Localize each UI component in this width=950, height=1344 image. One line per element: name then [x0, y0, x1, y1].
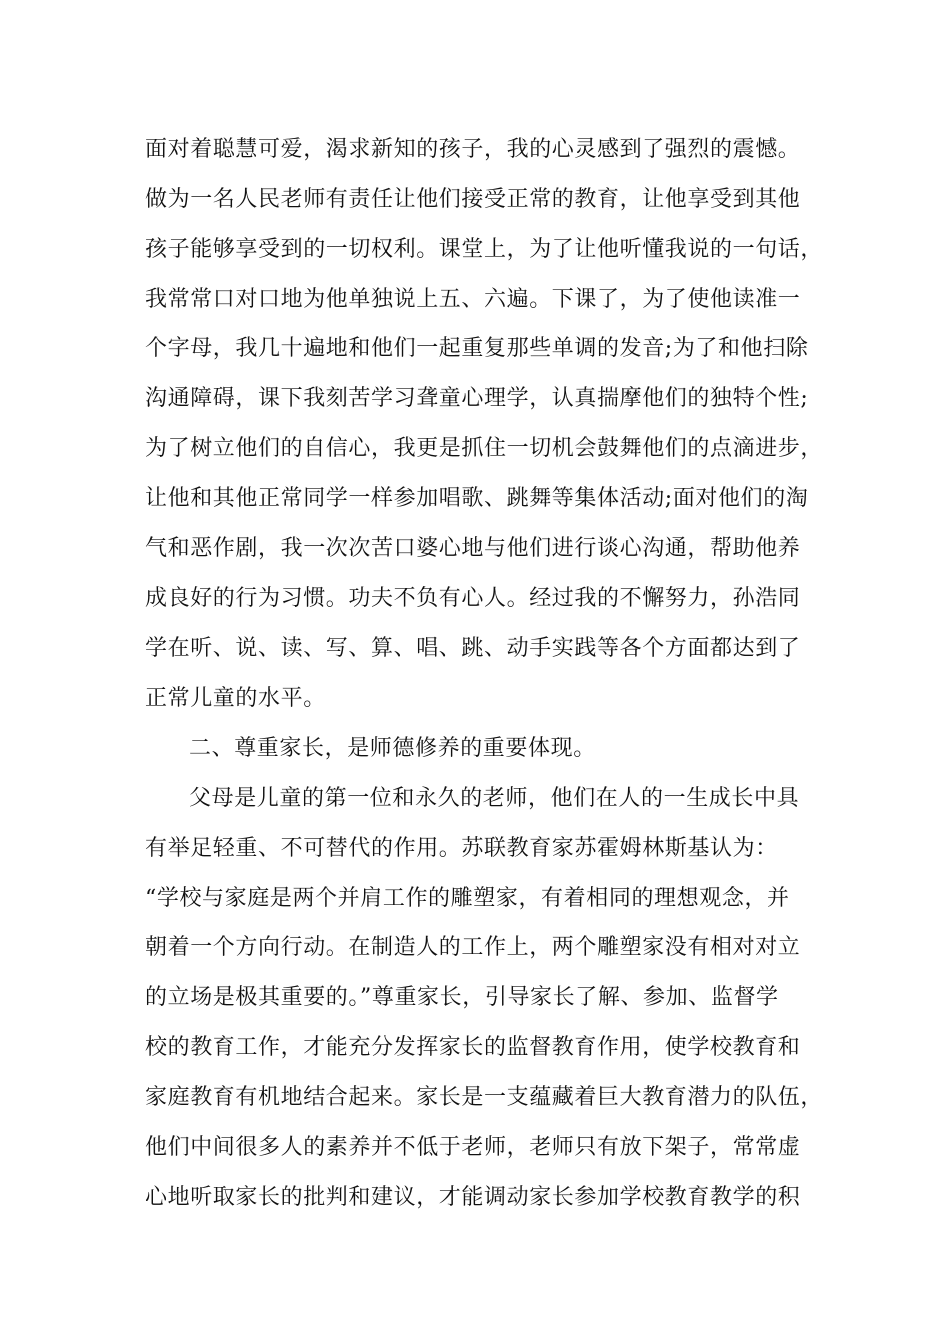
text-line: 为了树立他们的自信心，我更是抓住一切机会鼓舞他们的点滴进步，	[145, 436, 824, 461]
section-heading: 二、尊重家长，是师德修养的重要体现。	[189, 736, 596, 761]
text-line: 有举足轻重、不可替代的作用。苏联教育家苏霍姆林斯基认为：	[145, 836, 778, 861]
text-line: 让他和其他正常同学一样参加唱歌、跳舞等集体活动;面对他们的淘	[145, 486, 809, 511]
text-line: 正常儿童的水平。	[145, 686, 326, 711]
text-line: 心地听取家长的批判和建议，才能调动家长参加学校教育教学的积	[145, 1185, 801, 1210]
text-line: 他们中间很多人的素养并不低于老师，老师只有放下架子，常常虚	[145, 1135, 801, 1160]
text-line: 家庭教育有机地结合起来。家长是一支蕴藏着巨大教育潜力的队伍，	[145, 1085, 824, 1110]
text-line: 学在听、说、读、写、算、唱、跳、动手实践等各个方面都达到了	[145, 636, 801, 661]
text-line: 个字母，我几十遍地和他们一起重复那些单调的发音;为了和他扫除	[145, 336, 809, 361]
text-line: 面对着聪慧可爱，渴求新知的孩子，我的心灵感到了强烈的震憾。	[145, 137, 801, 162]
text-line: 朝着一个方向行动。在制造人的工作上，两个雕塑家没有相对对立	[145, 935, 801, 960]
text-line: “学校与家庭是两个并肩工作的雕塑家，有着相同的理想观念，并	[145, 886, 790, 911]
text-line: 校的教育工作，才能充分发挥家长的监督教育作用，使学校教育和	[145, 1035, 801, 1060]
text-line: 成良好的行为习惯。功夫不负有心人。经过我的不懈努力，孙浩同	[145, 586, 801, 611]
text-line: 的立场是极其重要的。”尊重家长，引导家长了解、参加、监督学	[145, 985, 779, 1010]
text-line: 孩子能够享受到的一切权利。课堂上，为了让他听懂我说的一句话，	[145, 237, 824, 262]
text-line: 做为一名人民老师有责任让他们接受正常的教育，让他享受到其他	[145, 187, 801, 212]
text-line: 气和恶作剧，我一次次苦口婆心地与他们进行谈心沟通，帮助他养	[145, 536, 801, 561]
text-line: 沟通障碍，课下我刻苦学习聋童心理学，认真揣摩他们的独特个性;	[145, 386, 809, 411]
text-line: 父母是儿童的第一位和永久的老师，他们在人的一生成长中具	[189, 786, 800, 811]
text-line: 我常常口对口地为他单独说上五、六遍。下课了，为了使他读准一	[145, 287, 801, 312]
